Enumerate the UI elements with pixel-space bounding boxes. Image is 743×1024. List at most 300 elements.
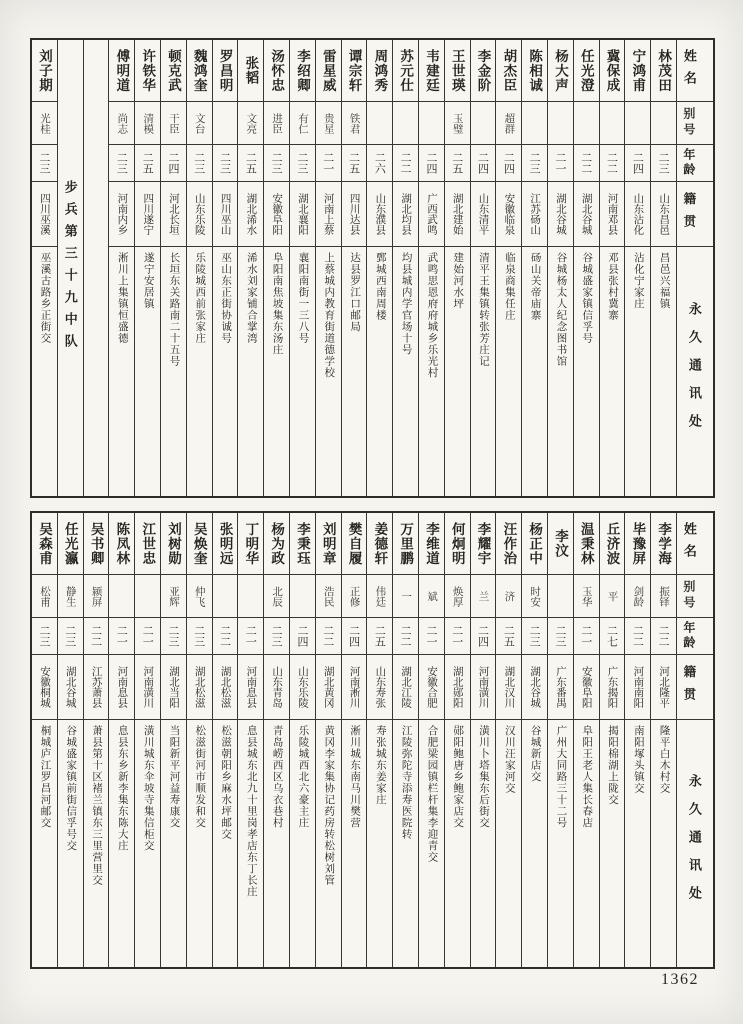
person-name: 陈相诚: [522, 40, 547, 102]
person-name: 魏鸿奎: [187, 40, 212, 102]
person-name: 杨为政: [264, 513, 289, 575]
person-name: 万里鹏: [393, 513, 418, 575]
person-age: 二四: [625, 145, 650, 182]
person-address: 青岛崂西区乌衣巷村: [271, 725, 283, 829]
header-name: 姓名: [677, 513, 713, 575]
person-alias: 仲飞: [187, 575, 212, 618]
person-age: 二一: [419, 618, 444, 655]
person-column: [367, 40, 393, 496]
person-address: 谷城盛家镇信孚号: [581, 252, 593, 344]
person-alias: [522, 102, 547, 145]
person-native: 湖北松滋: [213, 655, 238, 720]
person-alias: 松甫: [32, 575, 57, 618]
header-address: 永久通讯处: [686, 773, 702, 914]
person-column: [651, 40, 677, 496]
person-column: [316, 40, 342, 496]
person-column: [496, 513, 522, 967]
roster-table-top: [30, 38, 715, 498]
unit-label-column: [58, 40, 84, 496]
header-native: 籍贯: [677, 182, 713, 247]
person-address: 揭阳棉湖上陇交: [607, 725, 619, 806]
person-alias: [548, 102, 573, 145]
person-address: 达县罗江口邮局: [349, 252, 361, 333]
person-column: [471, 513, 497, 967]
person-address: 浠水刘家铺合掌湾: [245, 252, 257, 344]
person-address: 潢川卜塔集东后街交: [478, 725, 490, 829]
person-name: 张韬: [238, 40, 263, 102]
person-age: 二二: [651, 618, 676, 655]
person-native: 河北隆平: [651, 655, 676, 720]
person-name: 李耀宇: [471, 513, 496, 575]
person-alias: 玉璧: [445, 102, 470, 145]
person-age: 二一: [574, 618, 599, 655]
person-name: 任光澄: [574, 40, 599, 102]
person-address: 南阳塚头镇交: [632, 725, 644, 794]
person-native: 湖北谷城: [522, 655, 547, 720]
person-native: 湖北谷城: [58, 655, 83, 720]
person-address: 桐城庐江罗昌河邮交: [39, 725, 51, 829]
person-age: 二二: [213, 618, 238, 655]
person-name: 樊自履: [342, 513, 367, 575]
person-address: 遂宁安居镇: [142, 252, 154, 310]
person-column: [135, 513, 161, 967]
person-age: 二三: [58, 618, 83, 655]
person-column: [238, 40, 264, 496]
person-address: 谷城杨太人纪念图书馆: [555, 252, 567, 367]
person-name: 李绍卿: [290, 40, 315, 102]
person-age: 二三: [548, 618, 573, 655]
person-age: 二三: [161, 618, 186, 655]
person-age: 二二: [574, 145, 599, 182]
person-alias: 干臣: [161, 102, 186, 145]
person-name: 许铁华: [135, 40, 160, 102]
person-native: 湖北郧阳: [445, 655, 470, 720]
person-native: 四川遂宁: [135, 182, 160, 247]
person-column: [58, 513, 84, 967]
person-native: 湖北当阳: [161, 655, 186, 720]
roster-table-bottom: [30, 511, 715, 969]
person-native: 山东寿张: [367, 655, 392, 720]
person-age: 二三: [32, 618, 57, 655]
person-column: [574, 513, 600, 967]
person-alias: [213, 575, 238, 618]
person-native: 山东清平: [471, 182, 496, 247]
person-native: 湖北汉川: [496, 655, 521, 720]
person-name: 吴焕奎: [187, 513, 212, 575]
person-column: [109, 513, 135, 967]
person-name: 李秉珏: [290, 513, 315, 575]
person-native: 山东沾化: [625, 182, 650, 247]
person-alias: 静生: [58, 575, 83, 618]
person-alias: 剑龄: [625, 575, 650, 618]
person-name: 王世瑛: [445, 40, 470, 102]
person-column: [393, 513, 419, 967]
person-column: [342, 513, 368, 967]
person-native: 江苏萧县: [84, 655, 109, 720]
person-alias: 浩民: [316, 575, 341, 618]
person-address: 沾化宁家庄: [632, 252, 644, 310]
person-address: 谷城新店交: [529, 725, 541, 783]
person-native: 山东昌邑: [651, 182, 676, 247]
person-age: 二七: [600, 618, 625, 655]
person-column: [625, 40, 651, 496]
person-native: 河南潢川: [135, 655, 160, 720]
person-column: [32, 40, 58, 496]
person-address: 邓县张村冀寨: [607, 252, 619, 321]
person-alias: 平: [600, 575, 625, 618]
header-age: 年龄: [677, 618, 713, 655]
person-alias: 亚辉: [161, 575, 186, 618]
person-address: 临泉商集任庄: [503, 252, 515, 321]
person-alias: 进臣: [264, 102, 289, 145]
person-name: 冀保成: [600, 40, 625, 102]
person-address: 郧阳鲍唐乡鲍家店交: [452, 725, 464, 829]
person-age: 二三: [264, 618, 289, 655]
person-alias: 伟廷: [367, 575, 392, 618]
person-alias: [213, 102, 238, 145]
unit-label: 步兵第三十九中队: [62, 180, 78, 356]
person-alias: 振铎: [651, 575, 676, 618]
person-age: 二一: [445, 618, 470, 655]
person-age: 二一: [135, 618, 160, 655]
person-column: [238, 513, 264, 967]
person-age: 二三: [109, 145, 134, 182]
person-column: [445, 513, 471, 967]
person-native: 湖北江陵: [393, 655, 418, 720]
person-alias: [290, 575, 315, 618]
person-alias: [238, 575, 263, 618]
person-age: 二四: [342, 618, 367, 655]
person-age: 二一: [316, 145, 341, 182]
person-address: 阜阳王老人集长春店: [581, 725, 593, 829]
person-address: 当阳新平河益寿康交: [168, 725, 180, 829]
person-age: 二二: [600, 145, 625, 182]
person-name: 毕豫屏: [625, 513, 650, 575]
person-name: 陈凤林: [109, 513, 134, 575]
person-address: 昌邑兴福镇: [658, 252, 670, 310]
person-address: 阜阳南焦坡集东汤庄: [271, 252, 283, 356]
person-name: 吴森甫: [32, 513, 57, 575]
person-alias: 兰: [471, 575, 496, 618]
person-column: [161, 513, 187, 967]
person-native: 湖北松滋: [187, 655, 212, 720]
person-native: 河南上蔡: [316, 182, 341, 247]
person-native: 山东乐陵: [187, 182, 212, 247]
person-age: 二一: [238, 618, 263, 655]
person-column: [548, 513, 574, 967]
person-address: 黄冈李家集协记药房转松树刘管: [323, 725, 335, 886]
person-age: 二四: [471, 618, 496, 655]
person-name: 李维道: [419, 513, 444, 575]
person-name: 汤怀忠: [264, 40, 289, 102]
person-native: 河南潢川: [471, 655, 496, 720]
person-age: 二二: [393, 618, 418, 655]
person-address: 淅川城东南马川樊营: [349, 725, 361, 829]
person-column: [548, 40, 574, 496]
person-alias: 焕厚: [445, 575, 470, 618]
person-age: 二三: [522, 618, 547, 655]
person-age: 二四: [161, 145, 186, 182]
person-name: 胡杰臣: [496, 40, 521, 102]
person-column: [213, 513, 239, 967]
header-column: [677, 513, 713, 967]
person-alias: 玉华: [574, 575, 599, 618]
person-native: 山东濮县: [367, 182, 392, 247]
person-address: 寿张城东姜家庄: [374, 725, 386, 806]
person-name: 丘济波: [600, 513, 625, 575]
person-name: 刘树勋: [161, 513, 186, 575]
person-native: 广东揭阳: [600, 655, 625, 720]
person-native: 河南息县: [109, 655, 134, 720]
person-native: 河南内乡: [109, 182, 134, 247]
person-address: 广州大同路三十二号: [555, 725, 567, 829]
person-address: 巫溪古路乡正街交: [39, 252, 51, 344]
person-age: 二三: [32, 145, 57, 182]
person-alias: 超群: [496, 102, 521, 145]
person-age: 二四: [496, 145, 521, 182]
person-alias: [625, 102, 650, 145]
person-name: 任光瀛: [58, 513, 83, 575]
person-column: [342, 40, 368, 496]
person-address: 息县东乡新李集东陈大庄: [116, 725, 128, 852]
person-alias: 光桂: [32, 102, 57, 145]
person-column: [600, 513, 626, 967]
person-alias: 一: [393, 575, 418, 618]
person-address: 巫山东正街协诚号: [220, 252, 232, 344]
person-column: [84, 513, 110, 967]
person-address: 建始河水坪: [452, 252, 464, 310]
person-name: 傅明道: [109, 40, 134, 102]
person-name: 周鸿秀: [367, 40, 392, 102]
person-name: 刘子期: [32, 40, 57, 102]
person-alias: [600, 102, 625, 145]
person-age: 二五: [342, 145, 367, 182]
person-name: 丁明华: [238, 513, 263, 575]
person-name: 杨正中: [522, 513, 547, 575]
person-native: 安徽阜阳: [574, 655, 599, 720]
person-column: [32, 513, 58, 967]
person-column: [600, 40, 626, 496]
person-native: 广西武鸣: [419, 182, 444, 247]
person-native: 河南淅川: [342, 655, 367, 720]
person-address: 隆平白木村交: [658, 725, 670, 794]
person-name: 吴书卿: [84, 513, 109, 575]
person-age: 二四: [290, 618, 315, 655]
person-column: [367, 513, 393, 967]
person-name: 李汶: [548, 513, 573, 575]
person-native: 安徽阜阳: [264, 182, 289, 247]
person-alias: 文亮: [238, 102, 263, 145]
person-name: 温秉林: [574, 513, 599, 575]
person-column: [264, 40, 290, 496]
person-native: 安徽临泉: [496, 182, 521, 247]
person-native: 湖北襄阳: [290, 182, 315, 247]
person-native: 山东青岛: [264, 655, 289, 720]
person-alias: 正修: [342, 575, 367, 618]
empty-column: [84, 40, 110, 496]
person-alias: [135, 575, 160, 618]
person-alias: 贵星: [316, 102, 341, 145]
person-age: 二四: [471, 145, 496, 182]
person-alias: 有仁: [290, 102, 315, 145]
person-address: 息县城东北九十里岗孝店东丁长庄: [245, 725, 257, 898]
person-native: 山东乐陵: [290, 655, 315, 720]
person-native: 河南邓县: [600, 182, 625, 247]
person-address: 松滋街河市顺发和交: [194, 725, 206, 829]
person-name: 宁鸿甫: [625, 40, 650, 102]
person-name: 江世忠: [135, 513, 160, 575]
person-address: 鄄城西南周楼: [374, 252, 386, 321]
person-column: [496, 40, 522, 496]
person-age: 二五: [135, 145, 160, 182]
person-address: 乐陵城西北六豪主庄: [297, 725, 309, 829]
person-age: 二六: [367, 145, 392, 182]
person-name: 张明远: [213, 513, 238, 575]
person-native: 四川巫溪: [32, 182, 57, 247]
person-alias: 文台: [187, 102, 212, 145]
person-name: 林茂田: [651, 40, 676, 102]
person-alias: [393, 102, 418, 145]
person-age: 二三: [264, 145, 289, 182]
person-age: 二二: [84, 618, 109, 655]
person-name: 何炯明: [445, 513, 470, 575]
person-alias: 斌: [419, 575, 444, 618]
person-alias: 时安: [522, 575, 547, 618]
person-alias: [471, 102, 496, 145]
header-age: 年龄: [677, 145, 713, 182]
header-native: 籍贯: [677, 655, 713, 720]
person-native: 安徽合肥: [419, 655, 444, 720]
header-name: 姓名: [677, 40, 713, 102]
person-column: [445, 40, 471, 496]
person-name: 罗昌明: [213, 40, 238, 102]
person-alias: [367, 102, 392, 145]
person-age: 二三: [651, 145, 676, 182]
person-column: [290, 40, 316, 496]
person-column: [625, 513, 651, 967]
person-alias: [651, 102, 676, 145]
person-age: 二三: [187, 618, 212, 655]
person-alias: [574, 102, 599, 145]
person-age: 二二: [393, 145, 418, 182]
person-native: 湖北谷城: [548, 182, 573, 247]
header-alias: 别号: [677, 102, 713, 145]
person-age: 二三: [522, 145, 547, 182]
header-address: 永久通讯处: [686, 301, 702, 442]
person-column: [161, 40, 187, 496]
person-native: 湖北均县: [393, 182, 418, 247]
person-alias: 颍屏: [84, 575, 109, 618]
person-address: 襄阳南街一三八号: [297, 252, 309, 344]
person-name: 雷星威: [316, 40, 341, 102]
person-native: 四川巫山: [213, 182, 238, 247]
person-address: 谷城盛家镇前街信孚号交: [65, 725, 77, 852]
person-column: [187, 513, 213, 967]
person-age: 二四: [419, 145, 444, 182]
person-native: 湖北谷城: [574, 182, 599, 247]
person-column: [316, 513, 342, 967]
person-address: 均县城内学官场十号: [400, 252, 412, 356]
person-column: [264, 513, 290, 967]
person-column: [471, 40, 497, 496]
person-age: 二一: [548, 145, 573, 182]
person-column: [651, 513, 677, 967]
person-column: [109, 40, 135, 496]
person-column: [290, 513, 316, 967]
header-alias: 别号: [677, 575, 713, 618]
person-column: [574, 40, 600, 496]
person-address: 萧县第十区褚兰镇东三里营里交: [91, 725, 103, 886]
person-address: 松滋朝阳乡麻水坪邮交: [220, 725, 232, 840]
person-age: 二五: [496, 618, 521, 655]
person-address: 汉川汪家河交: [503, 725, 515, 794]
person-column: [187, 40, 213, 496]
person-age: 二五: [445, 145, 470, 182]
person-native: 湖北黄冈: [316, 655, 341, 720]
person-address: 潢川城东伞坡寺集信柜交: [142, 725, 154, 852]
person-alias: 铁君: [342, 102, 367, 145]
header-column: [677, 40, 713, 496]
empty-cell: [84, 40, 109, 496]
person-name: 杨大声: [548, 40, 573, 102]
person-native: 四川达县: [342, 182, 367, 247]
person-name: 苏元仕: [393, 40, 418, 102]
person-column: [419, 513, 445, 967]
person-alias: 济: [496, 575, 521, 618]
person-address: 淅川上集镇恒盛德: [116, 252, 128, 344]
person-name: 韦建廷: [419, 40, 444, 102]
person-age: 二一: [109, 618, 134, 655]
person-native: 河南息县: [238, 655, 263, 720]
person-column: [522, 40, 548, 496]
person-age: 二五: [367, 618, 392, 655]
person-column: [213, 40, 239, 496]
person-address: 武鸣思恩府府城乡乐光村: [426, 252, 438, 379]
person-name: 李金阶: [471, 40, 496, 102]
person-name: 刘明章: [316, 513, 341, 575]
person-name: 汪作治: [496, 513, 521, 575]
person-column: [419, 40, 445, 496]
person-native: 河北长垣: [161, 182, 186, 247]
person-native: 广东番禺: [548, 655, 573, 720]
person-age: 二五: [238, 145, 263, 182]
person-native: 江苏砀山: [522, 182, 547, 247]
person-age: 二三: [290, 145, 315, 182]
person-address: 清平王集镇转张芳庄记: [478, 252, 490, 367]
person-name: 姜德轩: [367, 513, 392, 575]
person-address: 合肥梁园镇栏杆集李迎青交: [426, 725, 438, 863]
person-address: 长垣东关路南二十五号: [168, 252, 180, 367]
person-column: [135, 40, 161, 496]
person-alias: 北辰: [264, 575, 289, 618]
person-alias: [419, 102, 444, 145]
person-name: 顿克武: [161, 40, 186, 102]
person-address: 砀山关帝庙寨: [529, 252, 541, 321]
person-native: 湖北浠水: [238, 182, 263, 247]
person-name: 谭宗轩: [342, 40, 367, 102]
person-column: [522, 513, 548, 967]
person-age: 二二: [625, 618, 650, 655]
person-age: 二三: [187, 145, 212, 182]
person-native: 湖北建始: [445, 182, 470, 247]
person-age: 二三: [213, 145, 238, 182]
person-age: 二二: [316, 618, 341, 655]
person-column: [393, 40, 419, 496]
person-address: 上蔡城内教育街道德学校: [323, 252, 335, 379]
person-alias: [109, 575, 134, 618]
person-alias: 尚志: [109, 102, 134, 145]
person-address: 乐陵城西前张家庄: [194, 252, 206, 344]
